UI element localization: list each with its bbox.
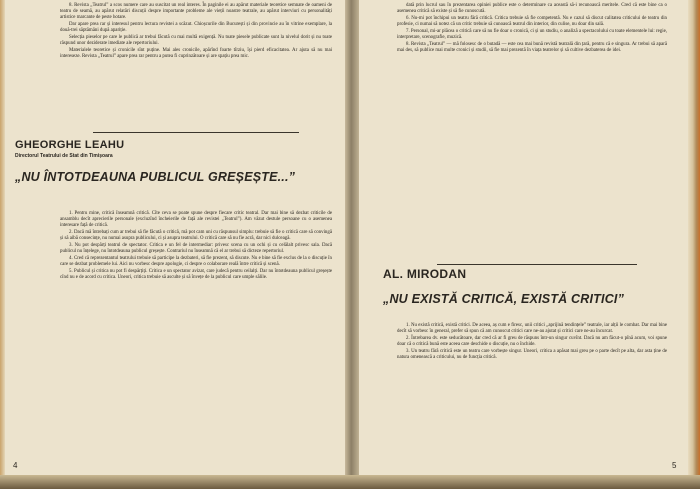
left-body-column [60, 211, 332, 282]
paragraph: 1. Pentru mine, critică înseamnă critică. Cîte ceva se poate spune despre fiecare critic teatral. Dar mai bine să dezbat criticile de ansamblu decît aprecierile personale (excluzînd încheierile de față ale revistei „Teatrul”). Am văzut destule persoane cu o asemenea interesare față de critică. [60, 211, 332, 228]
paragraph: 6. Nu-mi pot închipui un teatru fără critică. Critica trebuie să fie competentă. Nu e cazul să discut calitatea criticului de teatru din profesie, ci numai să notez că un critic trebuie să cunoască teatrul din interior, din culise, nu doar din sală. [397, 16, 667, 27]
paragraph: 4. Cred că reprezentantul teatrului trebuie să participe la dezbateri, să fie prezent, să discute. Nu e bine să fie exclus de la o discuție în care se dezbat problemele lui. Aici nu vorbesc despre apologie, ci despre o colaborare reală între critică și scenă. [60, 256, 332, 267]
author-name: GHEORGHE LEAHU [15, 139, 125, 151]
author-affiliation: Directorul Teatrului de Stat din Timișoara [15, 153, 113, 159]
right-top-column [397, 3, 667, 55]
book-spine [345, 0, 359, 489]
paragraph: Dar apare prea rar și interesul pentru lectura revistei a scăzut. Chioșcurile din București și din provincie au în vitrine exemplare, la două-trei săptămâni după apariție. [60, 22, 332, 33]
paragraph: 3. Nu pot despărți teatrul de spectator. Critica e un fel de intermediar: privesc scena cu un ochi și cu celălalt privesc sala. Dacă publicul nu înțelege, nu întotdeauna publicul greșește. Contrariul nu înseamnă că el ar trebui să dicteze repertoriul. [60, 243, 332, 254]
article-headline: „NU ÎNTOTDEAUNA PUBLICUL GREȘEȘTE...” [15, 170, 296, 184]
right-page [359, 0, 688, 489]
page-number: 4 [13, 461, 18, 470]
paragraph: 3. Un teatru fără critică este un teatru care vorbește singur. Uneori, critica a apăsat mai greu pe o parte decît pe alta, dar asta ține de natura omenească a criticului, nu de funcția critică. [397, 349, 667, 360]
page-number: 5 [672, 461, 677, 470]
paragraph: 1. Nu există critică, există critici. De aceea, aș cum e firesc, unii critici „aprijină tendințele” teatrale, iar alții le combat. Dar mai bine decît să vorbesc în general, prefer să spun că am cunoscut critici care ne-au ajutat și critici care ne-au încurcat. [397, 323, 667, 334]
right-page-edge [688, 0, 700, 489]
paragraph: 7. Personal, mi-ar plăcea o critică care să nu fie doar o cronică, ci și un studiu, o analiză a spectacolului cu toate elementele lui: regie, interpretare, scenografie, muzică. [397, 29, 667, 40]
paragraph: 5. Publicul și critica nu pot fi despărțiți. Critica e un spectator avizat, care judecă pentru ceilalți. Dar nu întotdeauna publicul greșește cînd nu e de acord cu critica. Uneori, critica trebuie să asculte și să învețe de la publicul care umple sălile. [60, 269, 332, 280]
article-headline: „NU EXISTĂ CRITICĂ, EXISTĂ CRITICI” [383, 292, 625, 306]
paragraph: dată prin lucrul sau în prezentarea opiniei publice este o determinare ca această să-i recunoască meritele. Cred că este bine ca o asemenea critică să existe și să fie cunoscută. [397, 3, 667, 14]
left-page [5, 0, 345, 489]
paragraph: 8. Revista „Teatrul” a scos numere care au suscitat un real interes. În paginile ei au apărut materiale teoretice semnate de oameni de teatru de seamă, au apărut relatări discuții despre importante probleme ale vieții noastre teatrale, au apărut interviuri cu personalități artistice marcante de peste hotare. [60, 3, 332, 20]
paragraph: 2. Întrebarea dv. este seducătoare, dar cred că ar fi greu de răspuns într-un singur cuvînt. Dacă nu am făcut-o pînă acum, voi spune doar că o critică bună este aceea care deschide o discuție, nu o închide. [397, 336, 667, 347]
right-body-column [397, 323, 667, 362]
paragraph: Materialele teoretice și cronicile sînt puține. Mai ales cronicile, apărînd foarte tîrziu, își pierd eficacitatea. Ar ajuta să nu mai intereseze. Revista „Teatrul” apare prea rar pentru a putea fi cuprinzătoare și are spațiu prea mic. [60, 48, 332, 59]
book-bottom-edge [0, 475, 700, 489]
divider [437, 264, 637, 265]
divider [93, 132, 299, 133]
paragraph: Selecția pieselor pe care le publică ar trebui făcută cu mai multă exigență. Nu toate piesele publicate sunt la nivelul dorit și nu toate răspund unor deziderate imediate ale repertoriului. [60, 35, 332, 46]
paragraph: 2. Dacă mă întrebați cum ar trebui să fie făcută o critică, mă pot cam uni cu răspunsul simplu: trebuie să fie o critică care să convingă și să aibă consecințe, nu numai asupra publicului, ci și asupra teatrului. O critică care să nu fie acră, dar nici dulceagă. [60, 230, 332, 241]
left-top-column [60, 3, 332, 61]
author-name: AL. MIRODAN [383, 267, 467, 281]
paragraph: 8. Revista „Teatrul” — mă folosesc de o butadă — este cea mai bună revistă teatrală din țară, pentru că e singura. Ar trebui să apară mai des, să publice mai multe cronici și studii, să fie mai prezentă în viața teatrelor și să cultive dezbaterea de idei. [397, 42, 667, 53]
